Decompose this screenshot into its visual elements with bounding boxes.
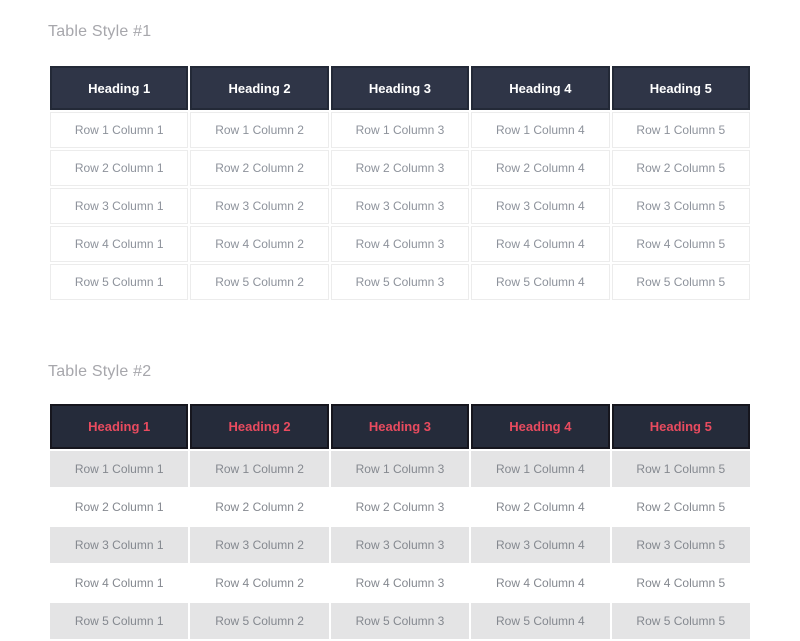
section-title-style-2: Table Style #2	[48, 363, 152, 380]
table-style-1-head	[50, 66, 750, 110]
body-cell: Row 3 Column 2	[190, 188, 328, 224]
body-cell: Row 1 Column 4	[471, 112, 609, 148]
body-cell: Row 2 Column 5	[612, 150, 750, 186]
body-cell: Row 2 Column 4	[471, 150, 609, 186]
table-row	[50, 66, 750, 110]
table-style-2-body	[50, 451, 750, 639]
body-cell: Row 4 Column 5	[612, 565, 750, 601]
body-cell: Row 4 Column 1	[50, 226, 188, 262]
body-cell: Row 5 Column 1	[50, 264, 188, 300]
body-cell: Row 5 Column 3	[331, 603, 469, 639]
body-cell: Row 2 Column 1	[50, 150, 188, 186]
table-row	[50, 150, 750, 186]
table-row	[50, 603, 750, 639]
body-cell: Row 2 Column 4	[471, 489, 609, 525]
body-cell: Row 3 Column 5	[612, 527, 750, 563]
body-cell: Row 3 Column 1	[50, 188, 188, 224]
body-cell: Row 2 Column 3	[331, 150, 469, 186]
body-cell: Row 4 Column 5	[612, 226, 750, 262]
table-style-2-head	[50, 404, 750, 449]
section-title-style-1: Table Style #1	[48, 23, 152, 40]
header-cell: Heading 3	[331, 66, 469, 110]
body-cell: Row 5 Column 4	[471, 264, 609, 300]
table-style-1-body	[50, 112, 750, 300]
body-cell: Row 1 Column 3	[331, 451, 469, 487]
body-cell: Row 1 Column 5	[612, 451, 750, 487]
body-cell: Row 1 Column 1	[50, 451, 188, 487]
table-row	[50, 404, 750, 449]
body-cell: Row 4 Column 1	[50, 565, 188, 601]
body-cell: Row 3 Column 4	[471, 188, 609, 224]
body-cell: Row 5 Column 5	[612, 603, 750, 639]
body-cell: Row 4 Column 2	[190, 226, 328, 262]
body-cell: Row 1 Column 1	[50, 112, 188, 148]
body-cell: Row 1 Column 4	[471, 451, 609, 487]
table-style-2	[48, 402, 752, 641]
header-cell: Heading 3	[331, 404, 469, 449]
body-cell: Row 1 Column 2	[190, 112, 328, 148]
table-row	[50, 264, 750, 300]
body-cell: Row 3 Column 3	[331, 188, 469, 224]
body-cell: Row 4 Column 4	[471, 565, 609, 601]
body-cell: Row 2 Column 2	[190, 489, 328, 525]
table-style-1	[48, 64, 752, 302]
table-row	[50, 188, 750, 224]
table-row	[50, 565, 750, 601]
body-cell: Row 1 Column 5	[612, 112, 750, 148]
body-cell: Row 4 Column 4	[471, 226, 609, 262]
table-row	[50, 527, 750, 563]
header-cell: Heading 2	[190, 66, 328, 110]
table-row	[50, 489, 750, 525]
body-cell: Row 5 Column 2	[190, 264, 328, 300]
table-row	[50, 226, 750, 262]
body-cell: Row 2 Column 1	[50, 489, 188, 525]
body-cell: Row 3 Column 3	[331, 527, 469, 563]
body-cell: Row 3 Column 5	[612, 188, 750, 224]
table-row	[50, 112, 750, 148]
body-cell: Row 2 Column 5	[612, 489, 750, 525]
header-cell: Heading 5	[612, 404, 750, 449]
body-cell: Row 5 Column 4	[471, 603, 609, 639]
section-spacer	[48, 302, 752, 362]
body-cell: Row 1 Column 3	[331, 112, 469, 148]
header-cell: Heading 2	[190, 404, 328, 449]
body-cell: Row 3 Column 2	[190, 527, 328, 563]
header-cell: Heading 5	[612, 66, 750, 110]
header-cell: Heading 1	[50, 66, 188, 110]
body-cell: Row 3 Column 1	[50, 527, 188, 563]
header-cell: Heading 4	[471, 66, 609, 110]
body-cell: Row 4 Column 2	[190, 565, 328, 601]
table-row	[50, 451, 750, 487]
body-cell: Row 2 Column 2	[190, 150, 328, 186]
body-cell: Row 5 Column 3	[331, 264, 469, 300]
body-cell: Row 5 Column 1	[50, 603, 188, 639]
body-cell: Row 1 Column 2	[190, 451, 328, 487]
body-cell: Row 3 Column 4	[471, 527, 609, 563]
header-cell: Heading 1	[50, 404, 188, 449]
body-cell: Row 4 Column 3	[331, 226, 469, 262]
body-cell: Row 2 Column 3	[331, 489, 469, 525]
body-cell: Row 4 Column 3	[331, 565, 469, 601]
body-cell: Row 5 Column 2	[190, 603, 328, 639]
header-cell: Heading 4	[471, 404, 609, 449]
body-cell: Row 5 Column 5	[612, 264, 750, 300]
